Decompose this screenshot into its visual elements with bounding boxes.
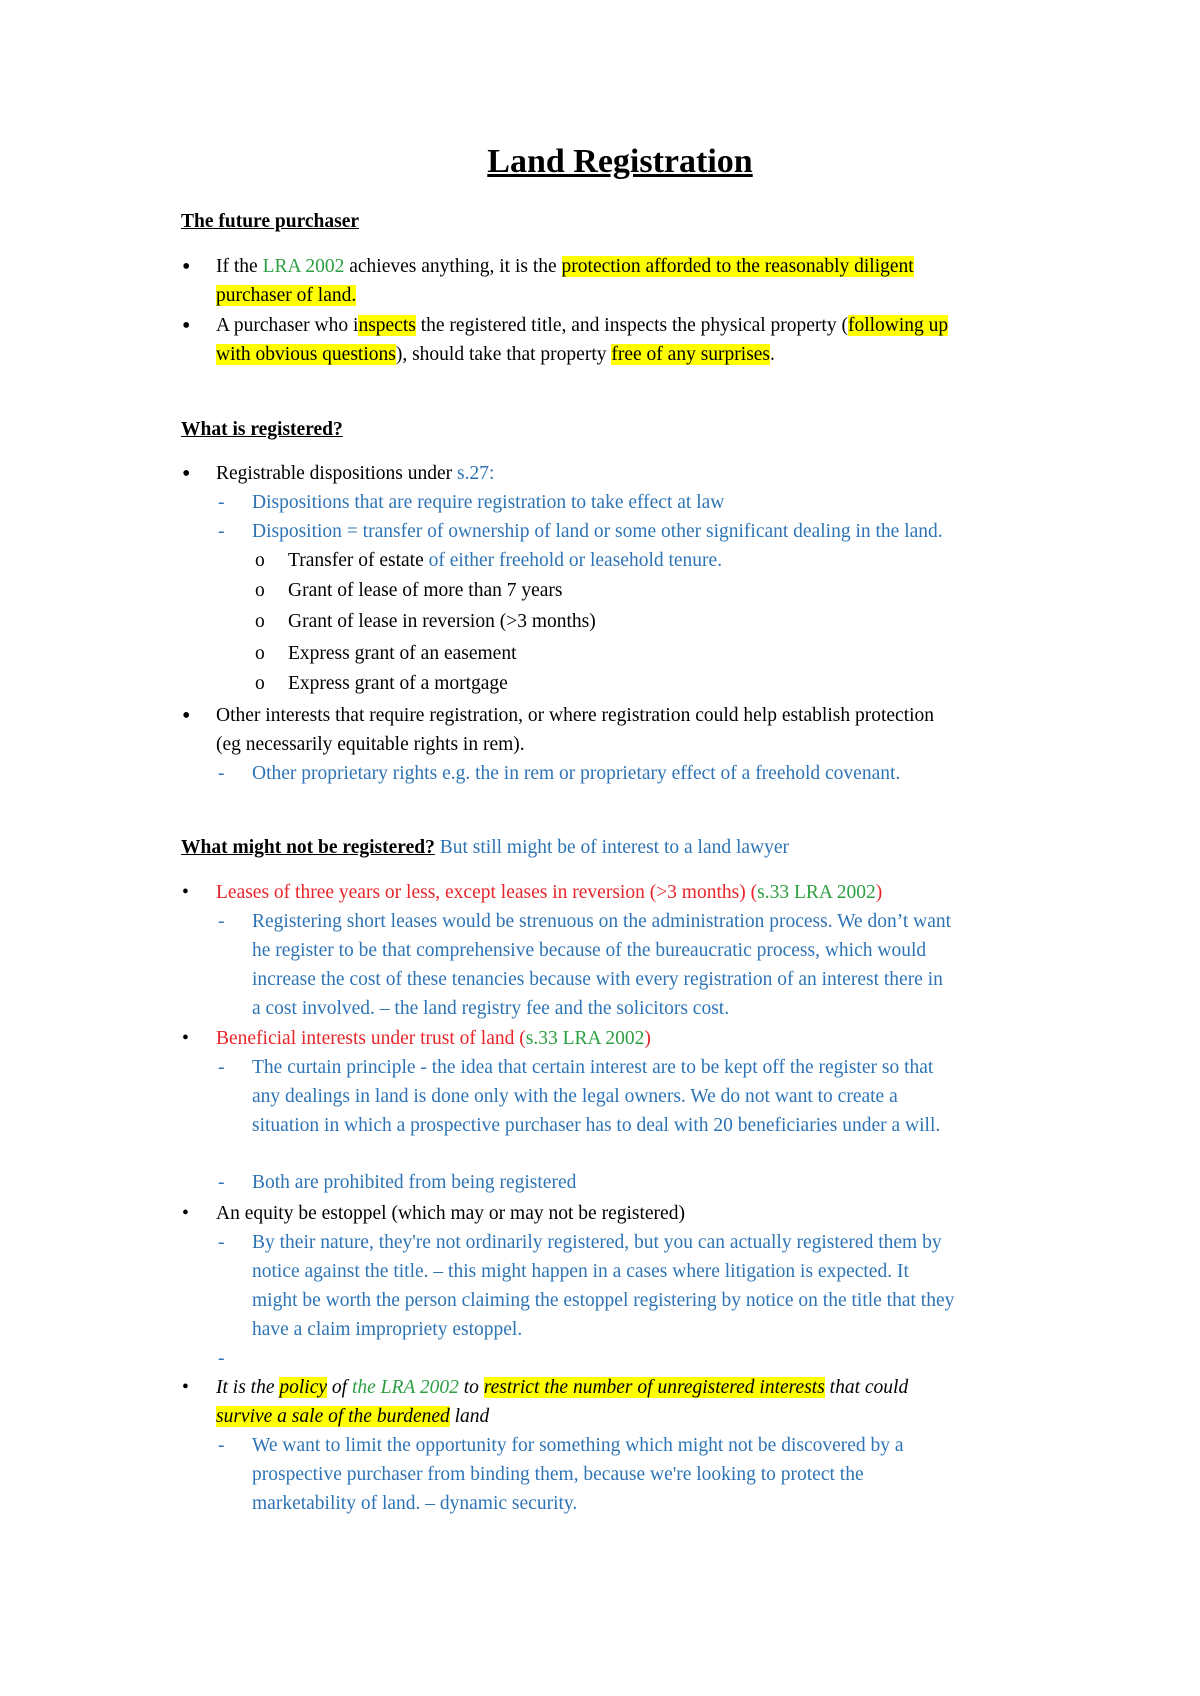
dash-text-continued: any dealings in land is done only with the legal owners. We do not want to create a bbox=[252, 1086, 898, 1107]
dash-marker: - bbox=[218, 1435, 225, 1456]
bullet-text-continued: survive a sale of the burdened land bbox=[216, 1406, 490, 1427]
section-heading-what-is-registered: What is registered? bbox=[181, 419, 343, 440]
dash-marker-empty: - bbox=[218, 1348, 225, 1369]
bullet-text-continued: purchaser of land. bbox=[216, 285, 357, 306]
bullet-marker: • bbox=[182, 703, 191, 729]
dash-text-continued: might be worth the person claiming the estoppel registering by notice on the title that they bbox=[252, 1290, 955, 1311]
dash-text: Both are prohibited from being registered bbox=[252, 1172, 577, 1193]
dash-text: The curtain principle - the idea that certain interest are to be kept off the register so that bbox=[252, 1057, 934, 1078]
bullet-marker: • bbox=[182, 1377, 189, 1398]
bullet-text: It is the policy of the LRA 2002 to restrict the number of unregistered interests that could bbox=[216, 1377, 909, 1398]
sub-bullet-marker: o bbox=[255, 550, 265, 571]
dash-marker: - bbox=[218, 911, 225, 932]
sub-bullet-text: Grant of lease of more than 7 years bbox=[288, 580, 563, 601]
dash-text: Other proprietary rights e.g. the in rem or proprietary effect of a freehold covenant. bbox=[252, 763, 901, 784]
dash-text: Registering short leases would be strenuous on the administration process. We don’t want bbox=[252, 911, 952, 932]
section-heading-future-purchaser: The future purchaser bbox=[181, 211, 360, 232]
dash-text: By their nature, they're not ordinarily registered, but you can actually registered them by bbox=[252, 1232, 942, 1253]
bullet-marker: • bbox=[182, 882, 189, 903]
sub-bullet-text: Express grant of a mortgage bbox=[288, 673, 508, 694]
sub-bullet-marker: o bbox=[255, 580, 265, 601]
bullet-text: Registrable dispositions under s.27: bbox=[216, 463, 495, 484]
bullet-text: A purchaser who inspects the registered title, and inspects the physical property (following up bbox=[216, 315, 949, 336]
dash-marker: - bbox=[218, 1057, 225, 1078]
dash-marker: - bbox=[218, 521, 225, 542]
sub-bullet-marker: o bbox=[255, 611, 265, 632]
dash-text-continued: prospective purchaser from binding them, because we're looking to protect the bbox=[252, 1464, 864, 1485]
page-title: Land Registration bbox=[487, 143, 753, 180]
dash-text: Disposition = transfer of ownership of land or some other significant dealing in the land. bbox=[252, 521, 943, 542]
dash-text: We want to limit the opportunity for something which might not be discovered by a bbox=[252, 1435, 904, 1456]
dash-marker: - bbox=[218, 1232, 225, 1253]
bullet-marker: • bbox=[182, 1203, 189, 1224]
dash-text-continued: situation in which a prospective purchaser has to deal with 20 beneficiaries under a will. bbox=[252, 1115, 941, 1136]
dash-text-continued: marketability of land. – dynamic security. bbox=[252, 1493, 578, 1514]
bullet-text: An equity be estoppel (which may or may not be registered) bbox=[216, 1203, 685, 1224]
dash-marker: - bbox=[218, 492, 225, 513]
dash-marker: - bbox=[218, 1172, 225, 1193]
sub-bullet-text: Transfer of estate of either freehold or leasehold tenure. bbox=[288, 550, 723, 571]
sub-bullet-text: Grant of lease in reversion (>3 months) bbox=[288, 611, 596, 632]
sub-bullet-text: Express grant of an easement bbox=[288, 643, 517, 664]
bullet-marker: • bbox=[182, 1028, 189, 1049]
sub-bullet-marker: o bbox=[255, 643, 265, 664]
bullet-marker: • bbox=[182, 254, 191, 280]
dash-text-continued: notice against the title. – this might happen in a cases where litigation is expected. It bbox=[252, 1261, 909, 1282]
bullet-marker: • bbox=[182, 461, 191, 487]
bullet-text-continued: (eg necessarily equitable rights in rem). bbox=[216, 734, 525, 755]
bullet-text: Other interests that require registration, or where registration could help establish protection bbox=[216, 705, 935, 726]
dash-text-continued: a cost involved. – the land registry fee and the solicitors cost. bbox=[252, 998, 730, 1019]
bullet-text-continued: with obvious questions), should take that property free of any surprises. bbox=[216, 344, 775, 365]
section-heading-not-registered: What might not be registered? But still might be of interest to a land lawyer bbox=[181, 837, 790, 858]
dash-marker: - bbox=[218, 763, 225, 784]
bullet-text: Leases of three years or less, except leases in reversion (>3 months) (s.33 LRA 2002) bbox=[216, 882, 883, 903]
bullet-marker: • bbox=[182, 313, 191, 339]
dash-text-continued: increase the cost of these tenancies because with every registration of an interest there in bbox=[252, 969, 943, 990]
dash-text: Dispositions that are require registration to take effect at law bbox=[252, 492, 725, 513]
bullet-text: Beneficial interests under trust of land (s.33 LRA 2002) bbox=[216, 1028, 651, 1049]
sub-bullet-marker: o bbox=[255, 673, 265, 694]
dash-text-continued: have a claim impropriety estoppel. bbox=[252, 1319, 523, 1340]
dash-text-continued: he register to be that comprehensive because of the bureaucratic process, which would bbox=[252, 940, 927, 961]
bullet-text: If the LRA 2002 achieves anything, it is the protection afforded to the reasonably diligent bbox=[216, 256, 914, 277]
